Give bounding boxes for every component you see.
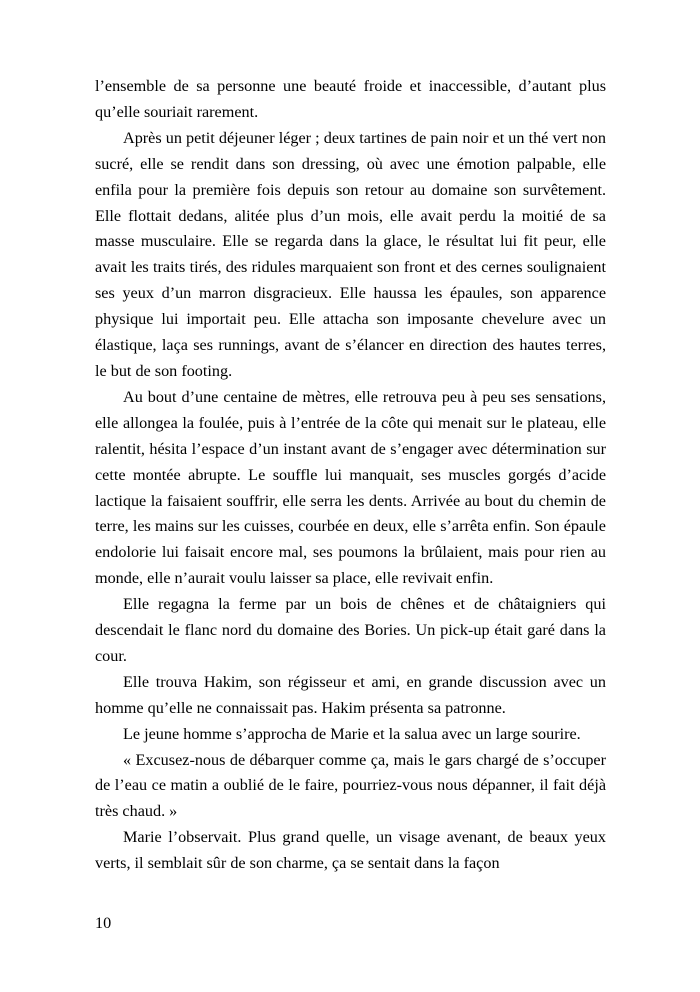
paragraph: Marie l’observait. Plus grand quelle, un visage avenant, de beaux yeux verts, il semblait sûr de son charme, ça se sentait dans la façon — [95, 828, 606, 873]
paragraph: Au bout d’une centaine de mètres, elle retrouva peu à peu ses sensations, elle allongea la foulée, puis à l’entrée de la côte qui menait sur le plateau, elle ralentit, hésita l’espace d’un instant avant de s’engager avec détermination sur cette montée abrupte. Le souffle lui manquait, ses muscles gorgés d’acide lactique la faisaient souffrir, elle serra les dents. Arrivée au bout du chemin de terre, les mains sur les cuisses, courbée en deux, elle s’arrêta enfin. Son épaule endolorie lui faisait encore mal, ses poumons la brûlaient, mais pour rien au monde, elle n’aurait voulu laisser sa place, elle revivait enfin. — [95, 387, 606, 588]
paragraph: Après un petit déjeuner léger ; deux tartines de pain noir et un thé vert non sucré, elle se rendit dans son dressing, où avec une émotion palpable, elle enfila pour la première fois depuis son retour au domaine son survêtement. Elle flottait dedans, alitée plus d’un mois, elle avait perdu la moitié de sa masse musculaire. Elle se regarda dans la glace, le résultat lui fit peur, elle avait les traits tirés, des ridules marquaient son front et des cernes soulignaient ses yeux d’un marron disgracieux. Elle haussa les épaules, son apparence physique lui importait peu. Elle attacha son imposante chevelure avec un élastique, laça ses runnings, avant de s’élancer en direction des hautes terres, le but de son footing. — [95, 128, 606, 380]
paragraph: Elle trouva Hakim, son régisseur et ami, en grande discussion avec un homme qu’elle ne connaissait pas. Hakim présenta sa patronne. — [95, 672, 606, 717]
paragraph: Le jeune homme s’approcha de Marie et la salua avec un large sourire. — [123, 724, 581, 743]
page-number: 10 — [95, 914, 112, 932]
paragraph: l’ensemble de sa personne une beauté froide et inaccessible, d’autant plus qu’elle souriait rarement. — [95, 77, 606, 121]
paragraph: « Excusez-nous de débarquer comme ça, mais le gars chargé de s’occuper de l’eau ce matin a oublié de le faire, pourriez-vous nous dépanner, il fait déjà très chaud. » — [95, 750, 606, 821]
body-text-block — [95, 74, 606, 877]
paragraph: Elle regagna la ferme par un bois de chênes et de châtaigniers qui descendait le flanc nord du domaine des Bories. Un pick-up était garé dans la cour. — [95, 595, 606, 665]
